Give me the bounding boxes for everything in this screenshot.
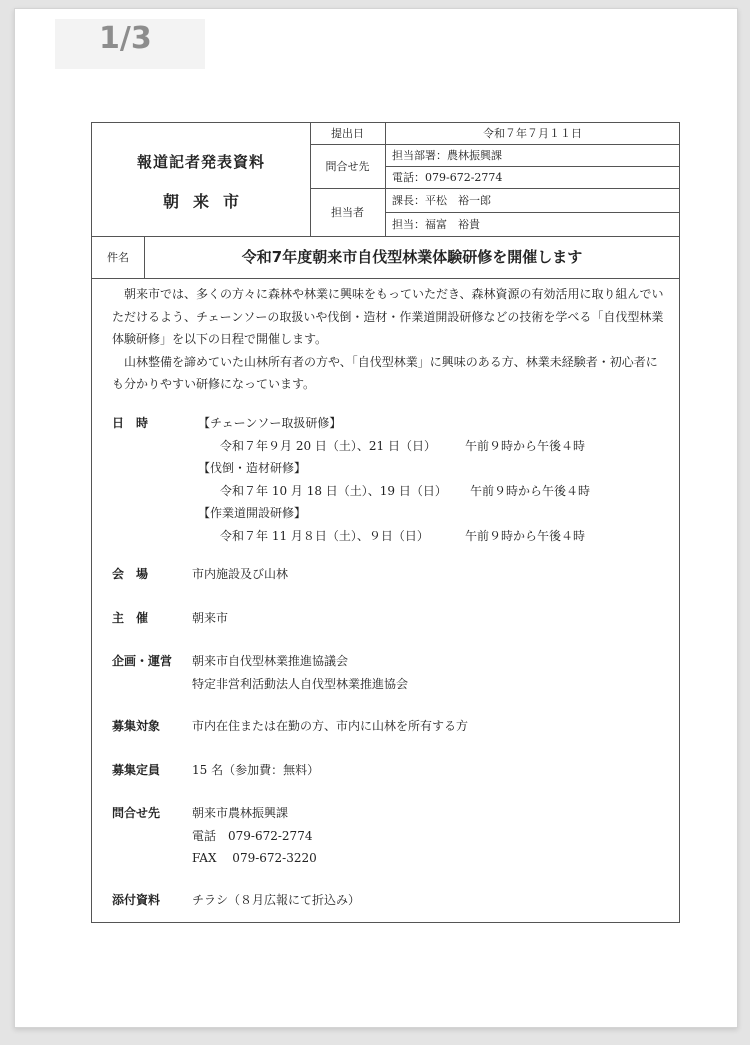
session-3-time: 午前９時から午後４時 <box>465 528 586 543</box>
inquiry-fax: FAX 079-672-3220 <box>192 851 317 865</box>
planning-line-2: 特定非営利活動法人自伐型林業推進協会 <box>192 676 409 691</box>
planning-label: 企画・運営 <box>112 654 173 668</box>
submit-date-label: 提出日 <box>310 123 386 144</box>
intro-paragraph-1: 朝来市では、多くの方々に森林や林業に興味をもっていただき、森林資源の有効活用に取り組んでいただけるよう、チェーンソーの取扱いや伐倒・造材・作業道開設研修などの技術を学べる「自伐型林業体験研修」を以下の日程で開催します。 <box>112 287 664 347</box>
session-3-date: 令和７年 11 月８日（土）、９日（日） <box>220 528 429 543</box>
organizer-value: 朝来市 <box>192 611 229 625</box>
organizer-label: 主 催 <box>112 611 149 625</box>
venue-label: 会 場 <box>112 567 149 581</box>
schedule-section <box>112 412 672 547</box>
target-value: 市内在住または在勤の方、市内に山林を所有する方 <box>192 719 469 733</box>
intro-text <box>92 279 679 396</box>
press-title: 報道記者発表資料 <box>136 153 265 171</box>
planning-line-1: 朝来市自伐型林業推進協議会 <box>192 654 349 668</box>
session-2-time: 午前９時から午後４時 <box>470 483 591 498</box>
staff-name: 担当：福富 裕貴 <box>386 212 680 236</box>
submit-date: 令和７年７月１１日 <box>386 123 680 144</box>
schedule-label: 日 時 <box>112 416 149 430</box>
target-section <box>112 715 672 738</box>
contact-phone: 電話：079-672-2774 <box>386 166 680 188</box>
inquiry-label: 問合せ先 <box>112 806 161 820</box>
manager-name: 課長：平松 裕一郎 <box>386 188 680 212</box>
session-1-time: 午前９時から午後４時 <box>465 438 586 453</box>
person-in-charge-label: 担当者 <box>310 188 386 236</box>
header-block <box>92 123 679 237</box>
session-1-date: 令和７年９月 20 日（土）、21 日（日） <box>220 438 436 453</box>
session-1-name: 【チェーンソー取扱研修】 <box>198 416 342 430</box>
organizer-section <box>112 607 672 630</box>
capacity-section <box>112 759 672 782</box>
attachment-section <box>112 889 672 912</box>
header-info-table <box>310 123 679 237</box>
session-2-date: 令和７年 10 月 18 日（土）、19 日（日） <box>220 483 447 498</box>
contact-label: 問合せ先 <box>310 144 386 188</box>
inquiry-section <box>112 802 672 870</box>
city-name: 朝来市 <box>162 192 253 211</box>
subject-title: 令和7年度朝来市自伐型林業体験研修を開催します <box>241 248 583 266</box>
capacity-label: 募集定員 <box>112 763 161 777</box>
subject-row <box>92 237 679 279</box>
attachment-value: チラシ（８月広報にて折込み） <box>192 893 361 907</box>
department: 担当部署：農林振興課 <box>386 144 680 166</box>
venue-value: 市内施設及び山林 <box>192 567 289 581</box>
planning-section <box>112 650 672 695</box>
target-label: 募集対象 <box>112 719 161 733</box>
attachment-label: 添付資料 <box>112 893 161 907</box>
capacity-value: 15 名（参加費：無料） <box>192 763 320 777</box>
inquiry-tel: 電話 079-672-2774 <box>192 828 313 843</box>
document-page <box>14 8 738 1028</box>
session-2-name: 【伐倒・造材研修】 <box>198 461 307 475</box>
inquiry-org: 朝来市農林振興課 <box>192 806 289 820</box>
venue-section <box>112 563 672 586</box>
session-3-name: 【作業道開設研修】 <box>198 506 307 520</box>
press-release-sheet <box>91 122 680 923</box>
subject-label: 件名 <box>92 237 145 278</box>
header-title-cell <box>92 123 311 236</box>
page-indicator: 1/3 <box>55 19 205 69</box>
intro-paragraph-2: 山林整備を諦めていた山林所有者の方や、「自伐型林業」に興味のある方、林業未経験者・初心者にも分かりやすい研修になっています。 <box>112 354 658 392</box>
